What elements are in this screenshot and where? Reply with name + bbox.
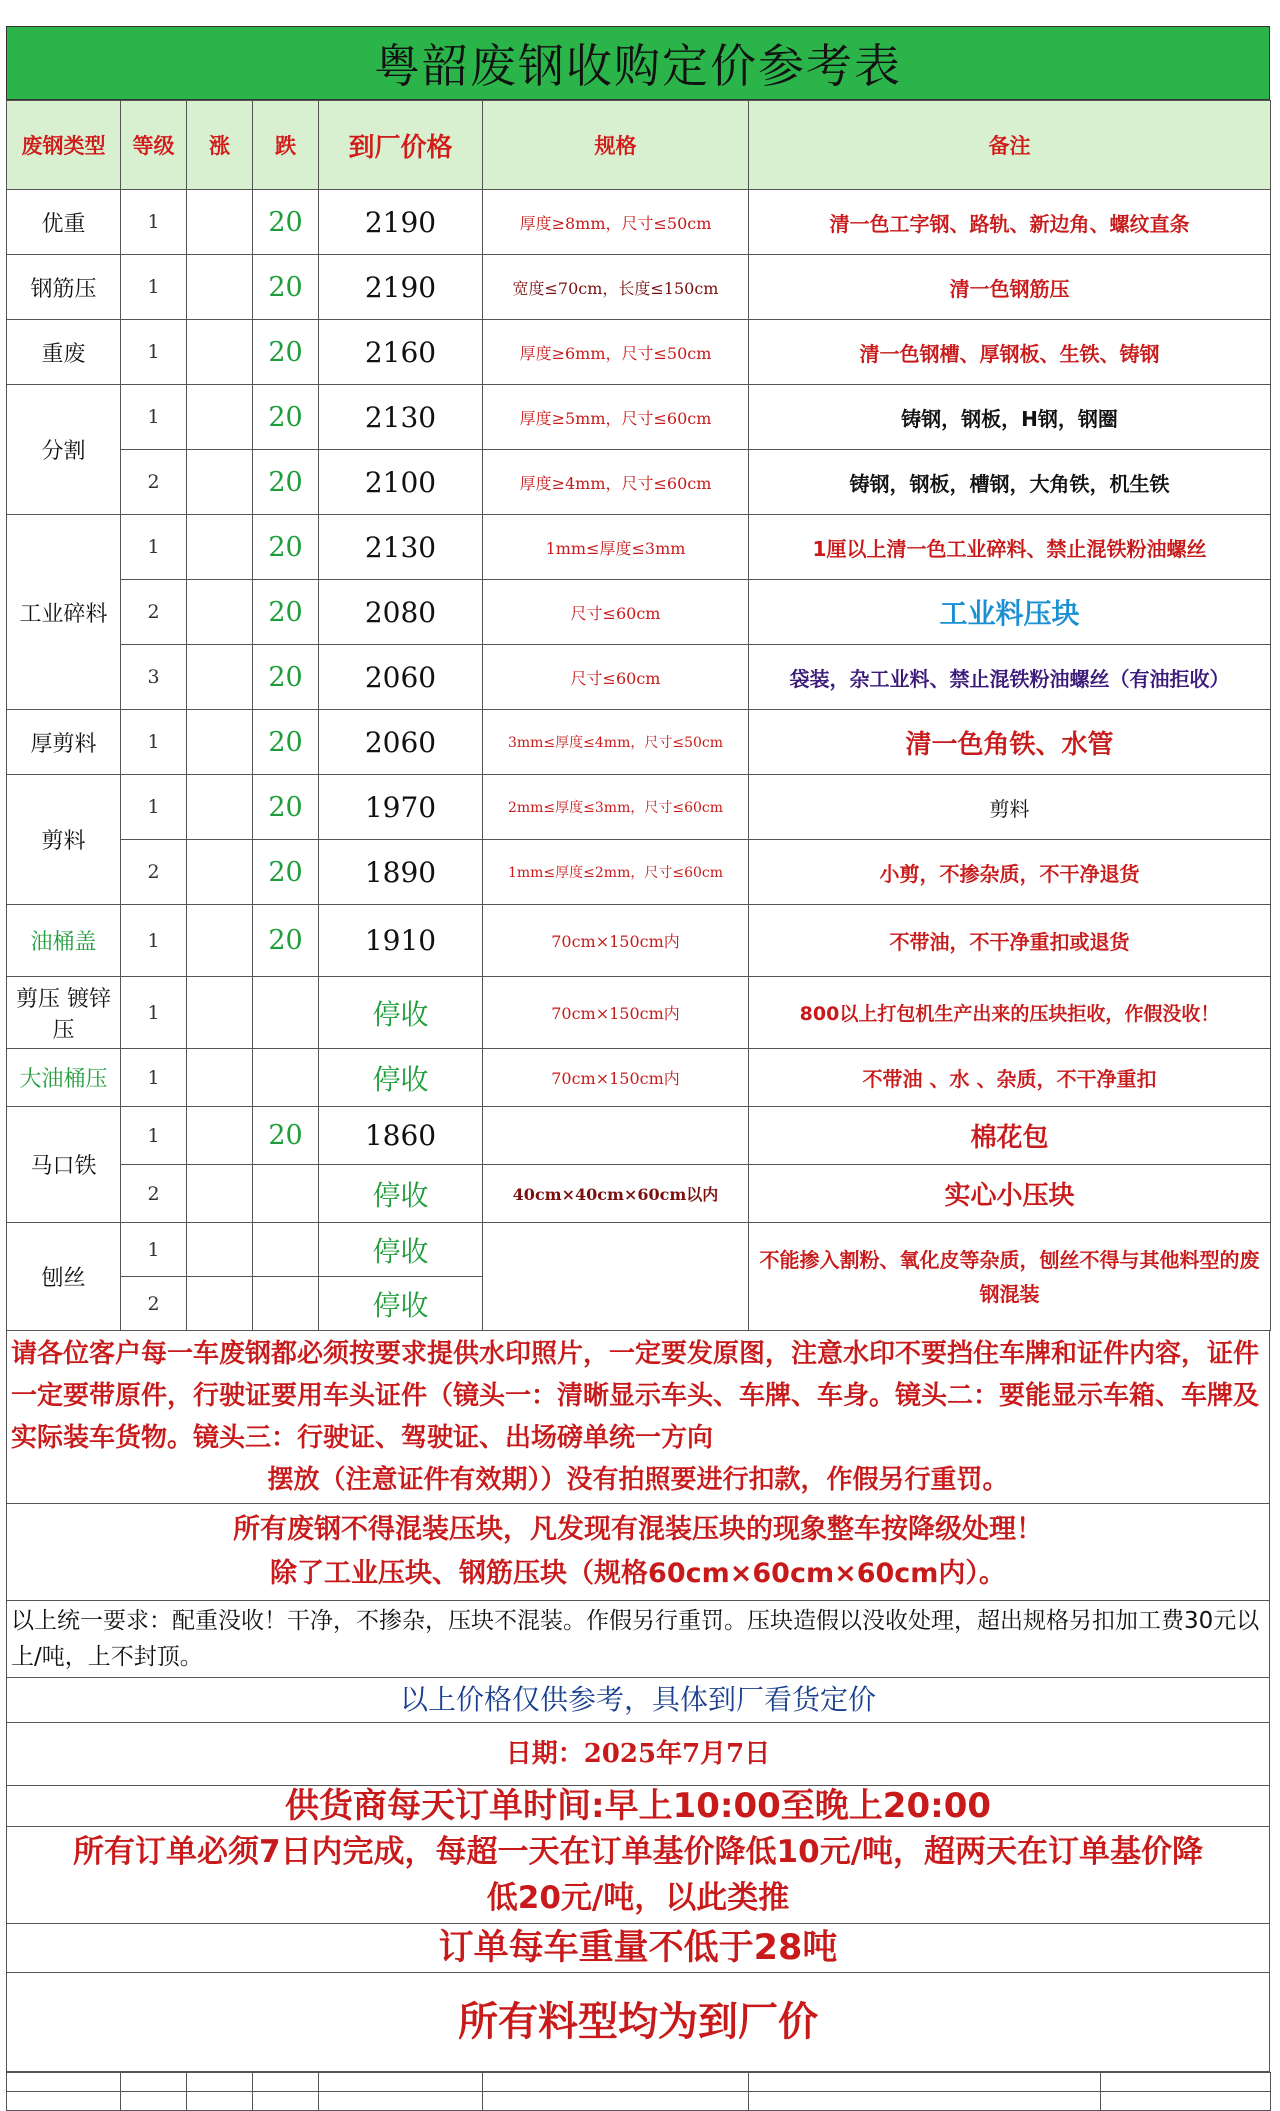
unified-requirement: 以上统一要求：配重没收！干净，不掺杂，压块不混装。作假另行重罚。压块造假以没收处理，超出规格另扣加工费30元以上/吨，上不封顶。: [6, 1601, 1270, 1678]
weight-notice: 订单每车重量不低于28吨: [6, 1924, 1270, 1973]
header-spec: 规格: [483, 101, 749, 190]
category-cell: 马口铁: [7, 1107, 121, 1223]
grade-cell: 3: [121, 645, 187, 710]
fall-cell: 20: [253, 905, 319, 977]
price-cell: 停收: [319, 977, 483, 1049]
note-cell: 清一色角铁、水管: [749, 710, 1271, 775]
spec-cell: [483, 1107, 749, 1165]
grade-cell: 1: [121, 255, 187, 320]
table-row: [7, 1223, 1271, 1277]
fall-cell: 20: [253, 255, 319, 320]
fall-cell: [253, 977, 319, 1049]
note-cell: 清一色钢筋压: [749, 255, 1271, 320]
category-cell: 重废: [7, 320, 121, 385]
price-cell: 2130: [319, 385, 483, 450]
category-cell: 剪料: [7, 775, 121, 905]
order-time-notice: 供货商每天订单时间:早上10:00至晚上20:00: [6, 1786, 1270, 1827]
table-row: [7, 775, 1271, 840]
rise-cell: [187, 710, 253, 775]
mixing-notice: [6, 1504, 1270, 1601]
photo-requirement-text: 请各位客户每一车废钢都必须按要求提供水印照片，一定要发原图，注意水印不要挡住车牌和证件内容，证件一定要带原件，行驶证要用车头证件（镜头一：清晰显示车头、车牌、车身。镜头二：要能显示车箱、车牌及实际装车货物。镜头三：行驶证、驾驶证、出场磅单统一方向: [11, 1339, 1260, 1453]
rise-cell: [187, 1277, 253, 1331]
rise-cell: [187, 645, 253, 710]
category-cell: 厚剪料: [7, 710, 121, 775]
grade-cell: 1: [121, 775, 187, 840]
header-note: 备注: [749, 101, 1271, 190]
table-row: [7, 255, 1271, 320]
fall-cell: 20: [253, 385, 319, 450]
category-cell: 油桶盖: [7, 905, 121, 977]
deadline-notice: [6, 1827, 1270, 1924]
fall-cell: 20: [253, 1107, 319, 1165]
price-cell: 2160: [319, 320, 483, 385]
category-cell: 钢筋压: [7, 255, 121, 320]
price-cell: 1970: [319, 775, 483, 840]
note-cell: 袋装，杂工业料、禁止混铁粉油螺丝（有油拒收）: [749, 645, 1271, 710]
price-cell: 2080: [319, 580, 483, 645]
photo-requirement-notice: [6, 1331, 1270, 1504]
grade-cell: 1: [121, 905, 187, 977]
spec-cell: 宽度≤70cm，长度≤150cm: [483, 255, 749, 320]
spec-cell: 2mm≤厚度≤3mm，尺寸≤60cm: [483, 775, 749, 840]
fall-cell: 20: [253, 775, 319, 840]
fall-cell: 20: [253, 450, 319, 515]
price-cell: 停收: [319, 1049, 483, 1107]
grade-cell: 1: [121, 1223, 187, 1277]
table-row: [7, 905, 1271, 977]
grade-cell: 1: [121, 710, 187, 775]
photo-requirement-tail: 摆放（注意证件有效期））没有拍照要进行扣款，作假另行重罚。: [267, 1465, 1009, 1495]
fall-cell: [253, 1277, 319, 1331]
price-cell: 停收: [319, 1277, 483, 1331]
grade-cell: 1: [121, 385, 187, 450]
reference-note: 以上价格仅供参考，具体到厂看货定价: [6, 1678, 1270, 1723]
rise-cell: [187, 840, 253, 905]
fall-cell: [253, 1223, 319, 1277]
rise-cell: [187, 515, 253, 580]
rise-cell: [187, 1049, 253, 1107]
rise-cell: [187, 580, 253, 645]
spec-cell: 厚度≥4mm，尺寸≤60cm: [483, 450, 749, 515]
category-cell: 剪压 镀锌压: [7, 977, 121, 1049]
sheet-title: 粤韶废钢收购定价参考表: [6, 26, 1270, 100]
note-cell: 不能掺入割粉、氧化皮等杂质，刨丝不得与其他料型的废钢混装: [749, 1223, 1271, 1331]
table-row: [7, 1107, 1271, 1165]
note-cell: 不带油 、水 、杂质，不干净重扣: [749, 1049, 1271, 1107]
rise-cell: [187, 1223, 253, 1277]
spec-cell: 70cm×150cm内: [483, 1049, 749, 1107]
table-row: [7, 385, 1271, 450]
price-table: [6, 100, 1271, 1331]
price-cell: 1890: [319, 840, 483, 905]
fall-cell: 20: [253, 645, 319, 710]
header-fall: 跌: [253, 101, 319, 190]
price-cell: 2060: [319, 710, 483, 775]
mixing-notice-line1: 所有废钢不得混装压块，凡发现有混装压块的现象整车按降级处理！: [233, 1514, 1043, 1545]
spec-cell: 尺寸≤60cm: [483, 645, 749, 710]
table-row: [7, 710, 1271, 775]
note-cell: 剪料: [749, 775, 1271, 840]
fall-cell: [253, 1049, 319, 1107]
rise-cell: [187, 1165, 253, 1223]
table-row: [7, 840, 1271, 905]
table-row: [7, 1165, 1271, 1223]
note-cell: 实心小压块: [749, 1165, 1271, 1223]
date-label: 日期：2025年7月7日: [6, 1723, 1270, 1786]
grade-cell: 2: [121, 840, 187, 905]
empty-row: [7, 2092, 1271, 2111]
price-cell: 2060: [319, 645, 483, 710]
grade-cell: 2: [121, 450, 187, 515]
rise-cell: [187, 450, 253, 515]
spec-cell: 1mm≤厚度≤3mm: [483, 515, 749, 580]
empty-footer-table: [6, 2072, 1271, 2111]
category-cell: 刨丝: [7, 1223, 121, 1331]
spec-cell: 厚度≥6mm，尺寸≤50cm: [483, 320, 749, 385]
note-cell: 不带油，不干净重扣或退货: [749, 905, 1271, 977]
grade-cell: 1: [121, 515, 187, 580]
rise-cell: [187, 255, 253, 320]
grade-cell: 2: [121, 580, 187, 645]
price-cell: 2190: [319, 255, 483, 320]
grade-cell: 1: [121, 320, 187, 385]
note-cell: 清一色钢槽、厚钢板、生铁、铸钢: [749, 320, 1271, 385]
empty-row: [7, 2073, 1271, 2092]
fall-cell: [253, 1165, 319, 1223]
table-row: [7, 190, 1271, 255]
price-cell: 2100: [319, 450, 483, 515]
fall-cell: 20: [253, 320, 319, 385]
rise-cell: [187, 320, 253, 385]
category-cell: 工业碎料: [7, 515, 121, 710]
table-row: [7, 977, 1271, 1049]
spec-cell: 尺寸≤60cm: [483, 580, 749, 645]
grade-cell: 1: [121, 1107, 187, 1165]
spec-cell: 70cm×150cm内: [483, 905, 749, 977]
factory-price-notice: 所有料型均为到厂价: [6, 1973, 1270, 2072]
rise-cell: [187, 905, 253, 977]
table-row: [7, 1049, 1271, 1107]
table-row: [7, 580, 1271, 645]
spec-cell: 70cm×150cm内: [483, 977, 749, 1049]
note-cell: 铸钢，钢板，H钢，钢圈: [749, 385, 1271, 450]
deadline-notice-line2: 低20元/吨，以此类推: [486, 1880, 790, 1916]
category-cell: 分割: [7, 385, 121, 515]
price-cell: 1910: [319, 905, 483, 977]
rise-cell: [187, 775, 253, 840]
table-row: [7, 320, 1271, 385]
table-row: [7, 450, 1271, 515]
rise-cell: [187, 190, 253, 255]
fall-cell: 20: [253, 515, 319, 580]
note-cell: 铸钢，钢板，槽钢，大角铁，机生铁: [749, 450, 1271, 515]
header-type: 废钢类型: [7, 101, 121, 190]
category-cell: 优重: [7, 190, 121, 255]
price-cell: 停收: [319, 1223, 483, 1277]
grade-cell: 1: [121, 977, 187, 1049]
rise-cell: [187, 977, 253, 1049]
mixing-notice-line2: 除了工业压块、钢筋压块（规格60cm×60cm×60cm内）。: [270, 1558, 1006, 1589]
grade-cell: 1: [121, 190, 187, 255]
price-cell: 2190: [319, 190, 483, 255]
category-cell: 大油桶压: [7, 1049, 121, 1107]
price-cell: 停收: [319, 1165, 483, 1223]
spec-cell: 1mm≤厚度≤2mm，尺寸≤60cm: [483, 840, 749, 905]
header-row: [7, 101, 1271, 190]
rise-cell: [187, 385, 253, 450]
fall-cell: 20: [253, 710, 319, 775]
note-cell: 小剪，不掺杂质，不干净退货: [749, 840, 1271, 905]
fall-cell: 20: [253, 190, 319, 255]
table-row: [7, 515, 1271, 580]
spec-cell: 厚度≥5mm，尺寸≤60cm: [483, 385, 749, 450]
spec-cell: 3mm≤厚度≤4mm，尺寸≤50cm: [483, 710, 749, 775]
fall-cell: 20: [253, 580, 319, 645]
note-cell: 清一色工字钢、路轨、新边角、螺纹直条: [749, 190, 1271, 255]
grade-cell: 2: [121, 1277, 187, 1331]
spec-cell: [483, 1223, 749, 1331]
note-cell: 1厘以上清一色工业碎料、禁止混铁粉油螺丝: [749, 515, 1271, 580]
fall-cell: 20: [253, 840, 319, 905]
table-row: [7, 645, 1271, 710]
spec-cell: 厚度≥8mm，尺寸≤50cm: [483, 190, 749, 255]
note-cell: 工业料压块: [749, 580, 1271, 645]
note-cell: 800以上打包机生产出来的压块拒收，作假没收！: [749, 977, 1271, 1049]
grade-cell: 2: [121, 1165, 187, 1223]
header-grade: 等级: [121, 101, 187, 190]
price-cell: 2130: [319, 515, 483, 580]
deadline-notice-line1: 所有订单必须7日内完成，每超一天在订单基价降低10元/吨，超两天在订单基价降: [72, 1834, 1204, 1870]
price-cell: 1860: [319, 1107, 483, 1165]
spec-cell: 40cm×40cm×60cm以内: [483, 1165, 749, 1223]
rise-cell: [187, 1107, 253, 1165]
grade-cell: 1: [121, 1049, 187, 1107]
header-price: 到厂价格: [319, 101, 483, 190]
note-cell: 棉花包: [749, 1107, 1271, 1165]
header-rise: 涨: [187, 101, 253, 190]
price-sheet: [6, 26, 1270, 2111]
